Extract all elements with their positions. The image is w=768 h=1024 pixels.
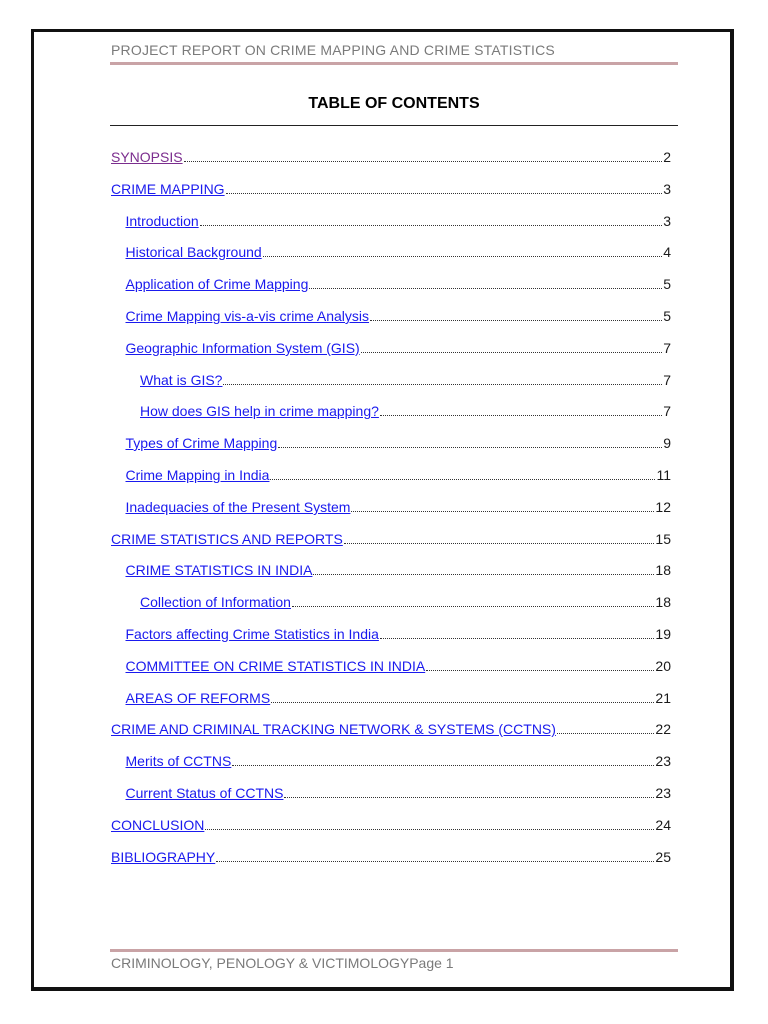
toc-page-number: 9: [663, 435, 671, 451]
toc-page-number: 2: [663, 149, 671, 165]
toc-page-number: 5: [663, 276, 671, 292]
toc-entry[interactable]: [126, 624, 672, 642]
toc-entry-link[interactable]: Inadequacies of the Present System: [125, 499, 351, 515]
toc-entry[interactable]: [126, 274, 672, 292]
running-footer: CRIMINOLOGY, PENOLOGY & VICTIMOLOGYPage 1: [111, 955, 454, 971]
toc-page-number: 3: [663, 213, 671, 229]
toc-entry-link[interactable]: Crime Mapping in India: [125, 467, 270, 483]
toc-page-number: 21: [655, 690, 671, 706]
toc-page-number: 7: [663, 340, 671, 356]
toc-entry-link[interactable]: SYNOPSIS: [111, 149, 183, 165]
toc-page-number: 3: [663, 181, 671, 197]
toc-dot-leader: [380, 414, 662, 416]
toc-dot-leader: [313, 573, 654, 575]
toc-dot-leader: [232, 764, 654, 766]
toc-dot-leader: [292, 605, 654, 607]
toc-entry-link[interactable]: Historical Background: [125, 244, 262, 260]
toc-dot-leader: [284, 796, 654, 798]
toc-entry-link[interactable]: CRIME AND CRIMINAL TRACKING NETWORK & SYSTEMS (CCTNS): [111, 721, 556, 737]
toc-entry-link[interactable]: Factors affecting Crime Statistics in India: [125, 626, 379, 642]
toc-entry[interactable]: [140, 370, 671, 388]
toc-dot-leader: [184, 160, 663, 162]
toc-entry[interactable]: [126, 656, 672, 674]
toc-dot-leader: [216, 860, 654, 862]
toc-entry-link[interactable]: Types of Crime Mapping: [125, 435, 278, 451]
toc-page-number: 19: [655, 626, 671, 642]
toc-page-number: 25: [655, 849, 671, 865]
toc-entry[interactable]: [126, 560, 672, 578]
toc-page-number: 4: [663, 244, 671, 260]
toc-page-number: 11: [656, 467, 671, 483]
toc-entry[interactable]: [111, 847, 671, 865]
toc-entry[interactable]: [140, 592, 671, 610]
toc-dot-leader: [200, 224, 663, 226]
toc-entry[interactable]: [111, 147, 671, 165]
toc-entry-link[interactable]: Current Status of CCTNS: [125, 785, 284, 801]
toc-entry[interactable]: [126, 306, 672, 324]
toc-page-number: 18: [655, 562, 671, 578]
toc-dot-leader: [380, 637, 655, 639]
toc-entry-link[interactable]: COMMITTEE ON CRIME STATISTICS IN INDIA: [125, 658, 426, 674]
toc-dot-leader: [309, 287, 662, 289]
toc-dot-leader: [344, 542, 655, 544]
toc-entry[interactable]: [126, 338, 672, 356]
toc-entry[interactable]: [126, 433, 672, 451]
toc-entry-link[interactable]: CRIME STATISTICS AND REPORTS: [111, 531, 343, 547]
toc-dot-leader: [205, 828, 654, 830]
toc-entry-link[interactable]: CRIME MAPPING: [111, 181, 225, 197]
toc-page-number: 7: [663, 403, 671, 419]
toc-page-number: 20: [655, 658, 671, 674]
toc-entry-link[interactable]: Introduction: [125, 213, 199, 229]
toc-entry-link[interactable]: BIBLIOGRAPHY: [111, 849, 216, 865]
toc-page-number: 7: [663, 372, 671, 388]
footer-rule: [110, 949, 678, 952]
toc-dot-leader: [426, 669, 654, 671]
toc-dot-leader: [270, 478, 655, 480]
toc-entry-link[interactable]: CRIME STATISTICS IN INDIA: [125, 562, 313, 578]
toc-entry-link[interactable]: Application of Crime Mapping: [125, 276, 309, 292]
toc-entry[interactable]: [126, 497, 672, 515]
toc-dot-leader: [557, 732, 654, 734]
toc-entry-link[interactable]: What is GIS?: [140, 372, 223, 388]
toc-dot-leader: [361, 351, 663, 353]
toc-entry[interactable]: [126, 688, 672, 706]
toc-entry[interactable]: [111, 815, 671, 833]
toc-dot-leader: [263, 255, 663, 257]
toc-entry-link[interactable]: How does GIS help in crime mapping?: [140, 403, 379, 419]
toc-dot-leader: [226, 192, 663, 194]
toc-dot-leader: [370, 319, 662, 321]
toc-entry[interactable]: [111, 719, 671, 737]
header-rule: [110, 62, 678, 65]
title-rule: [110, 125, 678, 126]
toc-entry-link[interactable]: CONCLUSION: [111, 817, 205, 833]
toc-entry[interactable]: [126, 783, 672, 801]
toc-entry[interactable]: [111, 529, 671, 547]
toc-dot-leader: [351, 510, 654, 512]
toc-entry[interactable]: [126, 211, 672, 229]
toc-entry[interactable]: [126, 242, 672, 260]
toc-entry-link[interactable]: Collection of Information: [140, 594, 291, 610]
toc-entry[interactable]: [111, 179, 671, 197]
toc-page-number: 15: [655, 531, 671, 547]
toc-page-number: 23: [655, 753, 671, 769]
toc-dot-leader: [223, 383, 662, 385]
running-header: PROJECT REPORT ON CRIME MAPPING AND CRIME STATISTICS: [111, 42, 555, 58]
toc-entry-link[interactable]: AREAS OF REFORMS: [125, 690, 271, 706]
toc-dot-leader: [271, 701, 654, 703]
toc-entry-link[interactable]: Merits of CCTNS: [125, 753, 232, 769]
toc-entry[interactable]: [140, 401, 671, 419]
toc-entry[interactable]: [126, 751, 672, 769]
toc-page-number: 18: [655, 594, 671, 610]
toc-entry-link[interactable]: Crime Mapping vis-a-vis crime Analysis: [125, 308, 370, 324]
toc-page-number: 5: [663, 308, 671, 324]
toc-dot-leader: [278, 446, 662, 448]
toc-page-number: 12: [655, 499, 671, 515]
toc-page-number: 23: [655, 785, 671, 801]
toc-page-number: 24: [655, 817, 671, 833]
toc-page-number: 22: [655, 721, 671, 737]
toc-entry-link[interactable]: Geographic Information System (GIS): [125, 340, 360, 356]
toc-entry[interactable]: [126, 465, 672, 483]
toc-title: TABLE OF CONTENTS: [308, 95, 480, 112]
